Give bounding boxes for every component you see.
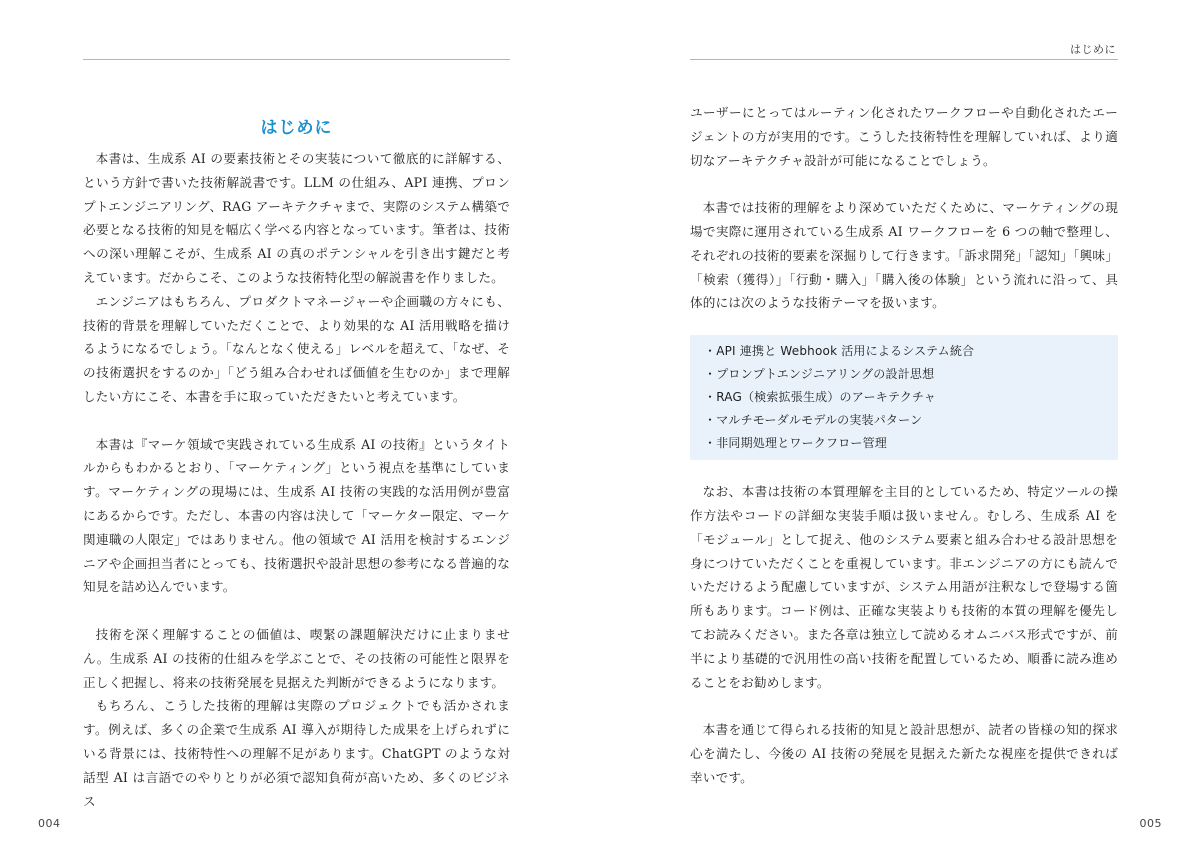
paragraph: なお、本書は技術の本質理解を主目的としているため、特定ツールの操作方法やコードの詳細な実装手順は扱いません。むしろ、生成系 AI を「モジュール」として捉え、他のシステム要素と組み合わせる設計思想を身につけていただくことを重視しています。非エンジニアの方にも読んでいただけるよう配慮していますが、システム用語が注釈なしで登場する箇所もあります。コード例は、正確な実装よりも技術的本質の理解を優先してお読みください。また各章は独立して読めるオムニバス形式ですが、前半により基礎的で汎用性の高い技術を配置しているため、順番に読み進めることをお勧めします。	[690, 484, 1118, 690]
header-rule	[83, 59, 510, 60]
running-head: はじめに	[1070, 43, 1116, 56]
paragraph: 本書では技術的理解をより深めていただくために、マーケティングの現場で実際に運用されている生成系 AI ワークフローを 6 つの軸で整理し、それぞれの技術的要素を深掘りして行きます。「訴求開発」「認知」「興味」「検索（獲得）」「行動・購入」「購入後の体験」という流れに沿って、具体的には次のような技術テーマを扱います。	[690, 200, 1118, 311]
page-number: 004	[38, 817, 61, 830]
topic-item: ・非同期処理とワークフロー管理	[704, 436, 888, 451]
right-body-text	[690, 101, 1118, 790]
paragraph: 本書は『マーケ領域で実践されている生成系 AI の技術』というタイトルからもわかるとおり、「マーケティング」という視点を基準にしています。マーケティングの現場には、生成系 AI 技術の実践的な活用例が豊富にあるからです。ただし、本書の内容は決して「マーケター限定、マーケ関連職の人限定」ではありません。他の領域で AI 活用を検討するエンジニアや企画担当者にとっても、技術選択や設計思想の参考になる普遍的な知見を詰め込んでいます。	[83, 436, 510, 595]
topics-box	[690, 335, 1118, 460]
topic-item: ・プロンプトエンジニアリングの設計思想	[704, 367, 935, 382]
paragraph: 技術を深く理解することの価値は、喫緊の課題解決だけに止まりません。生成系 AI の技術的仕組みを学ぶことで、その技術の可能性と限界を正しく把握し、将来の技術発展を見据えた判断ができるようになります。	[83, 626, 510, 690]
page-number: 005	[1139, 817, 1162, 830]
chapter-title: はじめに	[260, 118, 333, 138]
right-page	[600, 0, 1200, 857]
topic-item: ・RAG（検索拡張生成）のアーキテクチャ	[704, 390, 936, 405]
paragraph: もちろん、こうした技術的理解は実際のプロジェクトでも活かされます。例えば、多くの企業で生成系 AI 導入が期待した成果を上げられずにいる背景には、技術特性への理解不足があります。ChatGPT のような対話型 AI は言語でのやりとりが必須で認知負荷が高いため、多くのビジネス	[83, 698, 510, 809]
paragraph: 本書は、生成系 AI の要素技術とその実装について徹底的に詳解する、という方針で書いた技術解説書です。LLM の仕組み、API 連携、プロンプトエンジニアリング、RAG アーキテクチャまで、実際のシステム構築で必要となる技術的知見を幅広く学べる内容となっています。筆者は、技術への深い理解こそが、生成系 AI の真のポテンシャルを引き出す鍵だと考えています。だからこそ、このような技術特化型の解説書を作りました。	[83, 151, 510, 285]
topic-item: ・マルチモーダルモデルの実装パターン	[704, 413, 923, 428]
paragraph: 本書を通じて得られる技術的知見と設計思想が、読者の皆様の知的探求心を満たし、今後の AI 技術の発展を見据えた新たな視座を提供できれば幸いです。	[690, 722, 1118, 785]
header-rule	[690, 59, 1118, 60]
paragraph: エンジニアはもちろん、プロダクトマネージャーや企画職の方々にも、技術的背景を理解していただくことで、より効果的な AI 活用戦略を描けるようになるでしょう。「なんとなく使える」レベルを超えて、「なぜ、その技術選択をするのか」「どう組み合わせれば価値を生むのか」まで理解したい方にこそ、本書を手に取っていただきたいと考えています。	[83, 293, 510, 404]
left-body-text	[83, 147, 510, 813]
topic-item: ・API 連携と Webhook 活用によるシステム統合	[704, 344, 975, 359]
paragraph-continuation: ユーザーにとってはルーティン化されたワークフローや自動化されたエージェントの方が実用的です。こうした技術特性を理解していれば、より適切なアーキテクチャ設計が可能になることでしょう。	[690, 105, 1118, 168]
